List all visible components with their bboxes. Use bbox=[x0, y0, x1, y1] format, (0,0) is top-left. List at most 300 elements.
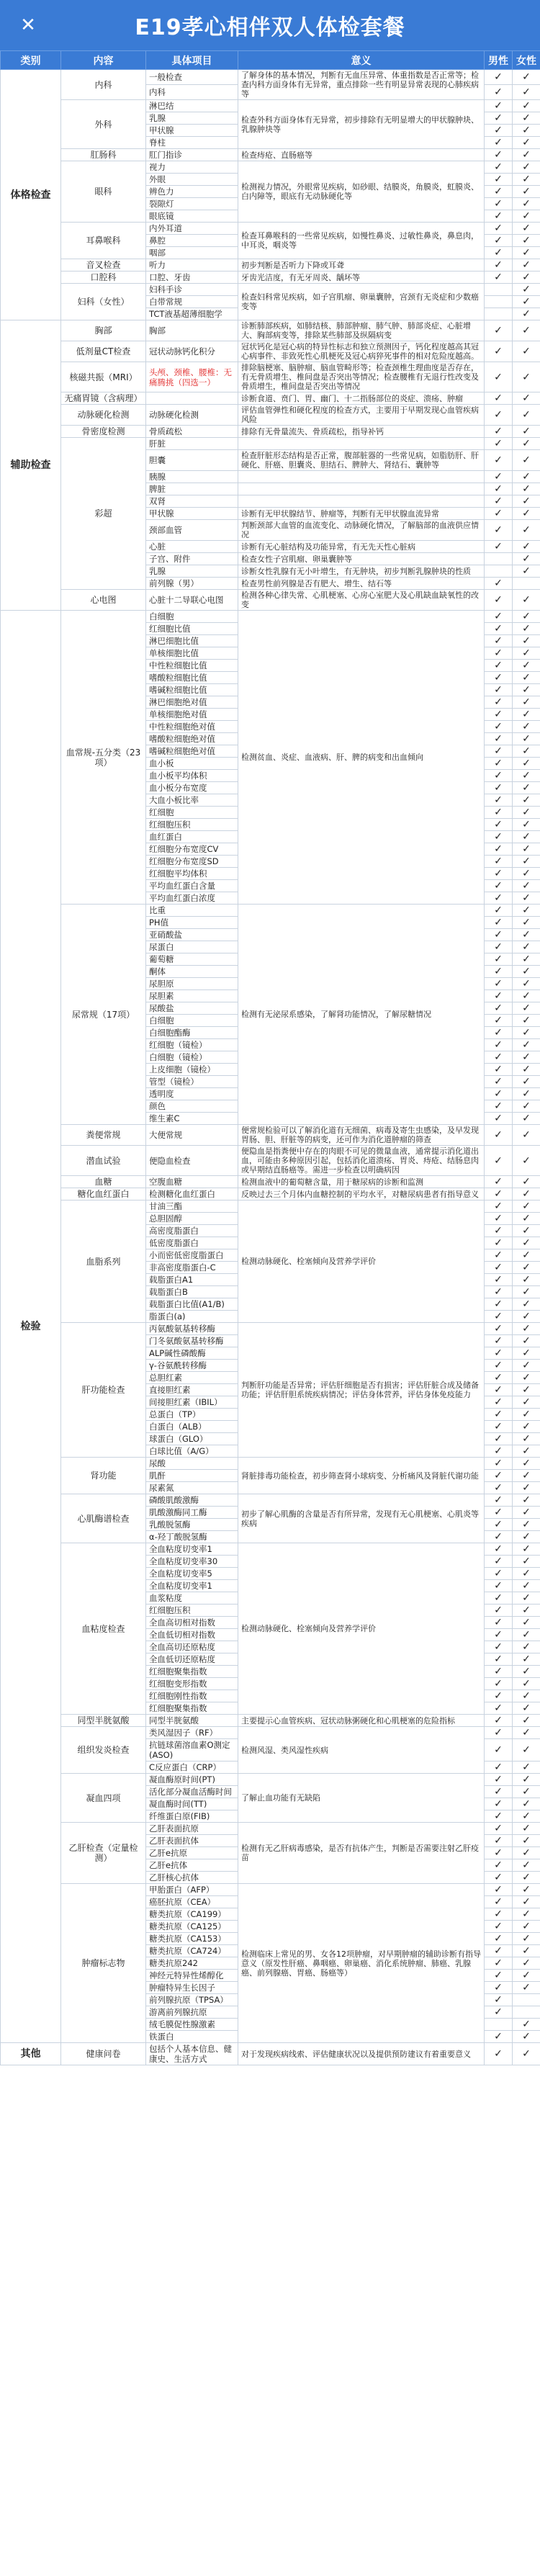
female-check-icon: ✓ bbox=[513, 2019, 540, 2031]
female-check-icon: ✓ bbox=[513, 1433, 540, 1445]
content-cell: 内科 bbox=[61, 70, 146, 100]
meaning-cell: 了解身体的基本情况，判断有无血压异常、体重指数是否正常等；检查内科方面身体有无异常，重点排除一些有明显异常表现的心肺疾病等 bbox=[238, 70, 485, 100]
female-check-icon: ✓ bbox=[513, 1372, 540, 1384]
female-check-icon: ✓ bbox=[513, 1213, 540, 1225]
male-check-icon: ✓ bbox=[485, 362, 513, 392]
table-row bbox=[1, 271, 540, 284]
meaning-cell: 检测有无乙肝病毒感染，是否有抗体产生，判断是否需要注射乙肝疫苗 bbox=[238, 1823, 485, 1884]
female-check-icon: ✓ bbox=[513, 161, 540, 174]
male-check-icon: ✓ bbox=[485, 2043, 513, 2065]
meaning-cell: 初步判断是否听力下降或耳聋 bbox=[238, 259, 485, 271]
female-check-icon: ✓ bbox=[513, 1617, 540, 1629]
item-cell: 红细胞刚性指数 bbox=[146, 1690, 238, 1702]
meaning-cell: 检查妇科常见疾病，如子宫肌瘤、卵巢囊肿，宫颈有无炎症和少数癌变等 bbox=[238, 284, 485, 320]
male-check-icon: ✓ bbox=[485, 1249, 513, 1262]
item-cell: 大便常规 bbox=[146, 1125, 238, 1146]
female-check-icon: ✓ bbox=[513, 1592, 540, 1605]
item-cell: 非高密度脂蛋白-C bbox=[146, 1262, 238, 1274]
col-header-category: 类别 bbox=[1, 51, 61, 70]
male-check-icon: ✓ bbox=[485, 1015, 513, 1027]
female-check-icon: ✓ bbox=[513, 1274, 540, 1286]
female-check-icon: ✓ bbox=[513, 1051, 540, 1064]
male-check-icon: ✓ bbox=[485, 1225, 513, 1237]
female-check-icon: ✓ bbox=[513, 1237, 540, 1249]
content-cell: 音叉检查 bbox=[61, 259, 146, 271]
table-row bbox=[1, 1125, 540, 1146]
meaning-cell: 检测风湿、类风湿性疾病 bbox=[238, 1727, 485, 1774]
female-check-icon: ✓ bbox=[513, 296, 540, 308]
male-check-icon: ✓ bbox=[485, 770, 513, 782]
content-cell: 心电图 bbox=[61, 590, 146, 611]
item-cell: 中性粒细胞比值 bbox=[146, 660, 238, 672]
item-cell: 白细胞 bbox=[146, 611, 238, 623]
header-bar bbox=[0, 0, 540, 50]
table-row bbox=[1, 1543, 540, 1556]
male-check-icon: ✓ bbox=[485, 1543, 513, 1556]
table-row bbox=[1, 438, 540, 450]
female-check-icon: ✓ bbox=[513, 758, 540, 770]
item-cell: 内外耳道 bbox=[146, 223, 238, 235]
item-cell: 乙肝核心抗体 bbox=[146, 1872, 238, 1884]
female-check-icon: ✓ bbox=[513, 1064, 540, 1076]
female-check-icon: ✓ bbox=[513, 880, 540, 892]
female-check-icon: ✓ bbox=[513, 623, 540, 635]
item-cell: 全血粘度切变率1 bbox=[146, 1580, 238, 1592]
item-cell: 眼底镜 bbox=[146, 210, 238, 223]
male-check-icon: ✓ bbox=[485, 745, 513, 758]
item-cell: 心脏 bbox=[146, 541, 238, 553]
female-check-icon: ✓ bbox=[513, 1556, 540, 1568]
female-check-icon: ✓ bbox=[513, 553, 540, 565]
item-cell: 前列腺（男） bbox=[146, 578, 238, 590]
female-check-icon: ✓ bbox=[513, 1088, 540, 1100]
male-check-icon: ✓ bbox=[485, 1372, 513, 1384]
male-check-icon: ✓ bbox=[485, 450, 513, 471]
item-cell: 红细胞聚集指数 bbox=[146, 1666, 238, 1678]
item-cell: ALP碱性磷酸酶 bbox=[146, 1347, 238, 1360]
table-row bbox=[1, 1823, 540, 1835]
female-check-icon: ✓ bbox=[513, 259, 540, 271]
male-check-icon: ✓ bbox=[485, 1933, 513, 1945]
meaning-cell: 诊断有无心脏结构及功能异常，有无先天性心脏病 bbox=[238, 541, 485, 553]
meaning-cell: 检查耳鼻喉科的一些常见疾病，如慢性鼻炎、过敏性鼻炎，鼻息肉，中耳炎，咽炎等 bbox=[238, 223, 485, 259]
item-cell: 鼻腔 bbox=[146, 235, 238, 247]
female-check-icon: ✓ bbox=[513, 1225, 540, 1237]
item-cell: 葡萄糖 bbox=[146, 953, 238, 966]
item-cell: 甘油三酯 bbox=[146, 1201, 238, 1213]
content-cell: 同型半胱氨酸 bbox=[61, 1715, 146, 1727]
item-cell: 单核细胞绝对值 bbox=[146, 709, 238, 721]
item-cell: 红细胞变形指数 bbox=[146, 1678, 238, 1690]
male-check-icon: ✓ bbox=[485, 1666, 513, 1678]
item-cell: 铁蛋白 bbox=[146, 2031, 238, 2043]
female-check-icon: ✓ bbox=[513, 1335, 540, 1347]
male-check-icon: ✓ bbox=[485, 198, 513, 210]
male-check-icon: ✓ bbox=[485, 1384, 513, 1396]
male-check-icon: ✓ bbox=[485, 1641, 513, 1653]
male-check-icon: ✓ bbox=[485, 917, 513, 929]
item-cell: 肛门指诊 bbox=[146, 149, 238, 161]
male-check-icon: ✓ bbox=[485, 508, 513, 520]
item-cell: 白细胞酯酶 bbox=[146, 1027, 238, 1039]
item-cell: 淋巴细胞比值 bbox=[146, 635, 238, 647]
item-cell: 嗜酸粒细胞比值 bbox=[146, 672, 238, 684]
female-check-icon: ✓ bbox=[513, 1727, 540, 1739]
male-check-icon: ✓ bbox=[485, 1360, 513, 1372]
table-row bbox=[1, 392, 540, 405]
male-check-icon: ✓ bbox=[485, 1884, 513, 1896]
male-check-icon: ✓ bbox=[485, 1027, 513, 1039]
male-check-icon: ✓ bbox=[485, 1039, 513, 1051]
male-check-icon: ✓ bbox=[485, 1531, 513, 1543]
female-check-icon: ✓ bbox=[513, 1933, 540, 1945]
meaning-cell bbox=[238, 483, 485, 495]
content-cell: 血脂系列 bbox=[61, 1201, 146, 1323]
item-cell: 血浆粘度 bbox=[146, 1592, 238, 1605]
male-check-icon: ✓ bbox=[485, 892, 513, 905]
male-check-icon: ✓ bbox=[485, 112, 513, 125]
female-check-icon bbox=[513, 578, 540, 590]
female-check-icon: ✓ bbox=[513, 1605, 540, 1617]
male-check-icon: ✓ bbox=[485, 1213, 513, 1225]
item-cell: 全血低切还原粘度 bbox=[146, 1653, 238, 1666]
item-cell: 空腹血糖 bbox=[146, 1176, 238, 1188]
table-row bbox=[1, 611, 540, 623]
female-check-icon: ✓ bbox=[513, 1786, 540, 1798]
meaning-cell: 检测贫血、炎症、血液病、肝、脾的病变和出血倾向 bbox=[238, 611, 485, 905]
female-check-icon: ✓ bbox=[513, 843, 540, 856]
item-cell: 甲状腺 bbox=[146, 508, 238, 520]
female-check-icon: ✓ bbox=[513, 1666, 540, 1678]
item-cell: 全血粘度切变率1 bbox=[146, 1543, 238, 1556]
female-check-icon: ✓ bbox=[513, 1810, 540, 1823]
item-cell: 载脂蛋白比值(A1/B) bbox=[146, 1298, 238, 1311]
male-check-icon: ✓ bbox=[485, 186, 513, 198]
item-cell: 纤维蛋白原(FIB) bbox=[146, 1810, 238, 1823]
female-check-icon: ✓ bbox=[513, 1847, 540, 1859]
item-cell: α-羟丁酸脱氢酶 bbox=[146, 1531, 238, 1543]
female-check-icon: ✓ bbox=[513, 1039, 540, 1051]
item-cell: 全血高切相对指数 bbox=[146, 1617, 238, 1629]
col-header-meaning: 意义 bbox=[238, 51, 485, 70]
male-check-icon: ✓ bbox=[485, 1823, 513, 1835]
male-check-icon: ✓ bbox=[485, 1678, 513, 1690]
content-cell: 低剂量CT检查 bbox=[61, 341, 146, 362]
female-check-icon: ✓ bbox=[513, 1896, 540, 1908]
female-check-icon: ✓ bbox=[513, 733, 540, 745]
female-check-icon: ✓ bbox=[513, 1100, 540, 1113]
meaning-cell bbox=[238, 495, 485, 508]
female-check-icon: ✓ bbox=[513, 174, 540, 186]
male-check-icon: ✓ bbox=[485, 137, 513, 149]
content-cell: 凝血四项 bbox=[61, 1774, 146, 1823]
item-cell: 包括个人基本信息、健康史、生活方式 bbox=[146, 2043, 238, 2065]
content-cell: 耳鼻喉科 bbox=[61, 223, 146, 259]
male-check-icon: ✓ bbox=[485, 1262, 513, 1274]
content-cell: 血糖 bbox=[61, 1176, 146, 1188]
male-check-icon: ✓ bbox=[485, 843, 513, 856]
female-check-icon: ✓ bbox=[513, 660, 540, 672]
female-check-icon: ✓ bbox=[513, 235, 540, 247]
table-row bbox=[1, 149, 540, 161]
female-check-icon: ✓ bbox=[513, 1396, 540, 1409]
meaning-cell: 冠状钙化是冠心病的特异性标志和独立预测因子，钙化程度越高其冠心病事件、非致死性心肌梗死及冠心病猝死事件的相对危险度越高。 bbox=[238, 341, 485, 362]
male-check-icon: ✓ bbox=[485, 1605, 513, 1617]
content-cell: 尿常规（17项） bbox=[61, 905, 146, 1125]
female-check-icon: ✓ bbox=[513, 1653, 540, 1666]
female-check-icon: ✓ bbox=[513, 1323, 540, 1335]
table-row bbox=[1, 70, 540, 85]
male-check-icon bbox=[485, 308, 513, 320]
female-check-icon: ✓ bbox=[513, 1531, 540, 1543]
item-cell: 高密度脂蛋白 bbox=[146, 1225, 238, 1237]
male-check-icon: ✓ bbox=[485, 758, 513, 770]
male-check-icon: ✓ bbox=[485, 819, 513, 831]
male-check-icon: ✓ bbox=[485, 1908, 513, 1921]
item-cell: 外眼 bbox=[146, 174, 238, 186]
female-check-icon: ✓ bbox=[513, 684, 540, 696]
page-title: E19孝心相伴双人体检套餐 bbox=[135, 15, 405, 40]
female-check-icon: ✓ bbox=[513, 1188, 540, 1201]
item-cell: 血小板平均体积 bbox=[146, 770, 238, 782]
male-check-icon: ✓ bbox=[485, 905, 513, 917]
table-row bbox=[1, 223, 540, 235]
item-cell: 间接胆红素（IBIL） bbox=[146, 1396, 238, 1409]
content-cell: 糖化血红蛋白 bbox=[61, 1188, 146, 1201]
item-cell: 红细胞比值 bbox=[146, 623, 238, 635]
item-cell: 绒毛膜促性腺激素 bbox=[146, 2019, 238, 2031]
female-check-icon: ✓ bbox=[513, 1286, 540, 1298]
male-check-icon: ✓ bbox=[485, 1568, 513, 1580]
item-cell: 红细胞分布宽度SD bbox=[146, 856, 238, 868]
female-check-icon: ✓ bbox=[513, 495, 540, 508]
male-check-icon: ✓ bbox=[485, 941, 513, 953]
category-cell: 检验 bbox=[1, 611, 61, 2043]
item-cell: 白带常规 bbox=[146, 296, 238, 308]
item-cell: 肌酐 bbox=[146, 1470, 238, 1482]
content-cell: 口腔科 bbox=[61, 271, 146, 284]
male-check-icon: ✓ bbox=[485, 471, 513, 483]
male-check-icon: ✓ bbox=[485, 1274, 513, 1286]
female-check-icon: ✓ bbox=[513, 831, 540, 843]
table-row bbox=[1, 590, 540, 611]
female-check-icon: ✓ bbox=[513, 405, 540, 426]
item-cell: 肿瘤特异生长因子 bbox=[146, 1982, 238, 1994]
female-check-icon: ✓ bbox=[513, 1908, 540, 1921]
meaning-cell: 牙齿光洁度，有无牙周炎、龋坏等 bbox=[238, 271, 485, 284]
meaning-cell: 评估血管弹性和硬化程度的检查方式，主要用于早期发现心血管疾病风险 bbox=[238, 405, 485, 426]
female-check-icon: ✓ bbox=[513, 1311, 540, 1323]
male-check-icon: ✓ bbox=[485, 1592, 513, 1605]
meaning-cell: 检查男性前列腺是否有肥大、增生、结石等 bbox=[238, 578, 485, 590]
female-check-icon: ✓ bbox=[513, 1458, 540, 1470]
item-cell: 白蛋白（ALB） bbox=[146, 1421, 238, 1433]
female-check-icon: ✓ bbox=[513, 1519, 540, 1531]
female-check-icon: ✓ bbox=[513, 1384, 540, 1396]
female-check-icon: ✓ bbox=[513, 100, 540, 112]
item-cell: 红细胞（镜检） bbox=[146, 1039, 238, 1051]
male-check-icon: ✓ bbox=[485, 1945, 513, 1957]
male-check-icon: ✓ bbox=[485, 1433, 513, 1445]
female-check-icon: ✓ bbox=[513, 770, 540, 782]
female-check-icon: ✓ bbox=[513, 590, 540, 611]
item-cell: 白球比值（A/G） bbox=[146, 1445, 238, 1458]
male-check-icon: ✓ bbox=[485, 672, 513, 684]
female-check-icon: ✓ bbox=[513, 953, 540, 966]
male-check-icon: ✓ bbox=[485, 341, 513, 362]
male-check-icon: ✓ bbox=[485, 259, 513, 271]
item-cell: 球蛋白（GLO） bbox=[146, 1433, 238, 1445]
male-check-icon: ✓ bbox=[485, 235, 513, 247]
meaning-cell: 肾脏排毒功能检查，初步筛查肾小球病变、分析痛风及肾脏代谢功能 bbox=[238, 1458, 485, 1494]
table-row bbox=[1, 1727, 540, 1739]
content-cell: 健康问卷 bbox=[61, 2043, 146, 2065]
female-check-icon: ✓ bbox=[513, 149, 540, 161]
content-cell: 眼科 bbox=[61, 161, 146, 223]
male-check-icon: ✓ bbox=[485, 1872, 513, 1884]
male-check-icon: ✓ bbox=[485, 1774, 513, 1786]
male-check-icon: ✓ bbox=[485, 1617, 513, 1629]
female-check-icon: ✓ bbox=[513, 990, 540, 1002]
female-check-icon: ✓ bbox=[513, 1002, 540, 1015]
item-cell: TCT液基超薄细胞学 bbox=[146, 308, 238, 320]
item-cell: 动脉硬化检测 bbox=[146, 405, 238, 426]
female-check-icon: ✓ bbox=[513, 1076, 540, 1088]
female-check-icon: ✓ bbox=[513, 1015, 540, 1027]
item-cell: 活化部分凝血活酶时间 bbox=[146, 1786, 238, 1798]
female-check-icon: ✓ bbox=[513, 1125, 540, 1146]
item-cell: 颜色 bbox=[146, 1100, 238, 1113]
male-check-icon: ✓ bbox=[485, 320, 513, 341]
item-cell: 甲状腺 bbox=[146, 125, 238, 137]
item-cell: 尿酸 bbox=[146, 1458, 238, 1470]
table-row bbox=[1, 1146, 540, 1176]
female-check-icon: ✓ bbox=[513, 392, 540, 405]
male-check-icon: ✓ bbox=[485, 1982, 513, 1994]
female-check-icon: ✓ bbox=[513, 541, 540, 553]
female-check-icon: ✓ bbox=[513, 1702, 540, 1715]
female-check-icon: ✓ bbox=[513, 856, 540, 868]
item-cell: 中性粒细胞绝对值 bbox=[146, 721, 238, 733]
item-cell: 全血粘度切变率30 bbox=[146, 1556, 238, 1568]
female-check-icon: ✓ bbox=[513, 520, 540, 541]
item-cell: 门冬氨酸氨基转移酶 bbox=[146, 1335, 238, 1347]
table-row bbox=[1, 1715, 540, 1727]
close-icon[interactable]: ✕ bbox=[20, 14, 36, 36]
table-row bbox=[1, 405, 540, 426]
meaning-cell: 检查女性子宫肌瘤、卵巢囊肿等 bbox=[238, 553, 485, 565]
male-check-icon: ✓ bbox=[485, 541, 513, 553]
male-check-icon: ✓ bbox=[485, 392, 513, 405]
female-check-icon: ✓ bbox=[513, 223, 540, 235]
item-cell: 类风湿因子（RF） bbox=[146, 1727, 238, 1739]
table-row bbox=[1, 1774, 540, 1786]
male-check-icon: ✓ bbox=[485, 1556, 513, 1568]
male-check-icon: ✓ bbox=[485, 611, 513, 623]
male-check-icon: ✓ bbox=[485, 1064, 513, 1076]
female-check-icon: ✓ bbox=[513, 1347, 540, 1360]
item-cell: 红细胞压积 bbox=[146, 1605, 238, 1617]
table-row bbox=[1, 1188, 540, 1201]
male-check-icon: ✓ bbox=[485, 405, 513, 426]
female-check-icon: ✓ bbox=[513, 1262, 540, 1274]
meaning-cell: 了解止血功能有无缺陷 bbox=[238, 1774, 485, 1823]
male-check-icon bbox=[485, 2019, 513, 2031]
item-cell: 全血粘度切变率5 bbox=[146, 1568, 238, 1580]
male-check-icon: ✓ bbox=[485, 590, 513, 611]
male-check-icon: ✓ bbox=[485, 953, 513, 966]
item-cell: 凝血酶时间(TT) bbox=[146, 1798, 238, 1810]
male-check-icon: ✓ bbox=[485, 1076, 513, 1088]
male-check-icon bbox=[485, 553, 513, 565]
male-check-icon: ✓ bbox=[485, 1702, 513, 1715]
female-check-icon: ✓ bbox=[513, 1739, 540, 1762]
content-cell: 组织发炎检查 bbox=[61, 1727, 146, 1774]
content-cell: 肾功能 bbox=[61, 1458, 146, 1494]
female-check-icon: ✓ bbox=[513, 1146, 540, 1176]
male-check-icon: ✓ bbox=[485, 1396, 513, 1409]
meaning-cell: 检查痔疮、直肠癌等 bbox=[238, 149, 485, 161]
item-cell: 红细胞 bbox=[146, 807, 238, 819]
male-check-icon: ✓ bbox=[485, 1201, 513, 1213]
meaning-cell: 检查肝脏形态结构是否正常，腹部脏器的一些常见病，如脂肪肝、肝硬化、肝癌、胆囊炎、胆结石、脾肿大、肾结石、囊肿等 bbox=[238, 450, 485, 471]
item-cell: 平均血红蛋白浓度 bbox=[146, 892, 238, 905]
female-check-icon: ✓ bbox=[513, 1945, 540, 1957]
item-cell: PH值 bbox=[146, 917, 238, 929]
female-check-icon: ✓ bbox=[513, 966, 540, 978]
male-check-icon: ✓ bbox=[485, 438, 513, 450]
male-check-icon: ✓ bbox=[485, 782, 513, 794]
female-check-icon: ✓ bbox=[513, 794, 540, 807]
col-header-male: 男性 bbox=[485, 51, 513, 70]
male-check-icon: ✓ bbox=[485, 271, 513, 284]
package-table bbox=[0, 50, 540, 2065]
female-check-icon: ✓ bbox=[513, 1921, 540, 1933]
item-cell: 视力 bbox=[146, 161, 238, 174]
item-cell: 白细胞 bbox=[146, 1015, 238, 1027]
item-cell: 红细胞聚集指数 bbox=[146, 1702, 238, 1715]
male-check-icon: ✓ bbox=[485, 1798, 513, 1810]
table-body bbox=[1, 70, 540, 2065]
content-cell: 彩超 bbox=[61, 438, 146, 590]
meaning-cell: 检测各种心律失常、心肌梗塞、心房心室肥大及心肌缺血缺氧性的改变 bbox=[238, 590, 485, 611]
male-check-icon: ✓ bbox=[485, 1298, 513, 1311]
meaning-cell: 检测视力情况，外眼常见疾病，如砂眼、结膜炎，角膜炎，虹膜炎、白内障等，眼底有无动脉硬化等 bbox=[238, 161, 485, 223]
male-check-icon: ✓ bbox=[485, 578, 513, 590]
male-check-icon: ✓ bbox=[485, 684, 513, 696]
female-check-icon: ✓ bbox=[513, 1507, 540, 1519]
female-check-icon bbox=[513, 2006, 540, 2019]
table-row bbox=[1, 2043, 540, 2065]
item-cell: 嗜碱粒细胞绝对值 bbox=[146, 745, 238, 758]
content-cell: 心肌酶谱检查 bbox=[61, 1494, 146, 1543]
female-check-icon: ✓ bbox=[513, 137, 540, 149]
female-check-icon: ✓ bbox=[513, 508, 540, 520]
female-check-icon: ✓ bbox=[513, 125, 540, 137]
table-row bbox=[1, 284, 540, 296]
female-check-icon: ✓ bbox=[513, 1494, 540, 1507]
female-check-icon: ✓ bbox=[513, 341, 540, 362]
male-check-icon: ✓ bbox=[485, 1482, 513, 1494]
male-check-icon: ✓ bbox=[485, 647, 513, 660]
item-cell: 乳腺 bbox=[146, 565, 238, 578]
item-cell: 神经元特异性烯醇化 bbox=[146, 1970, 238, 1982]
table-row bbox=[1, 1201, 540, 1213]
item-cell: 胆囊 bbox=[146, 450, 238, 471]
item-cell: 平均血红蛋白含量 bbox=[146, 880, 238, 892]
item-cell: 脊柱 bbox=[146, 137, 238, 149]
item-cell: 乙肝表面抗体 bbox=[146, 1835, 238, 1847]
